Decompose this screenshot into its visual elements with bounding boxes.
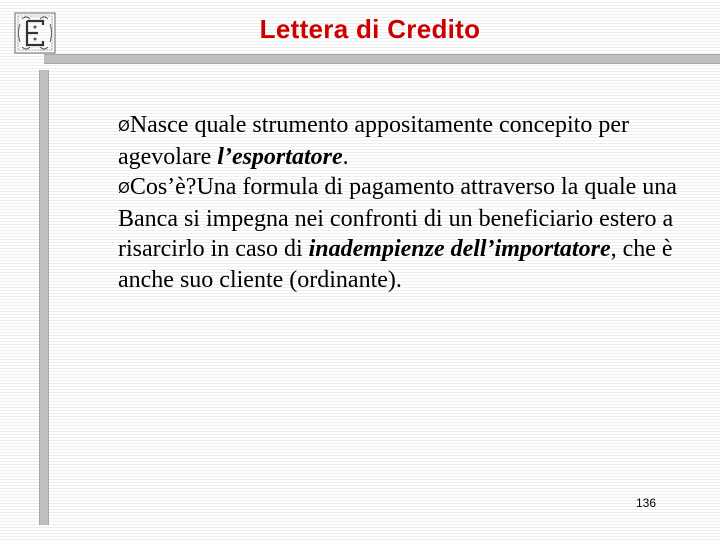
bullet-text: Nasce quale strumento appositamente concepito per agevolare <box>118 112 629 170</box>
emphasis-text: l’esportatore <box>217 143 343 170</box>
bullet-text: Cos’è?Una formula di pagamento attraverso la quale una Banca si impegna nei confronti di un beneficiario estero a risarcirlo in caso di <box>118 174 677 262</box>
arrow-bullet-icon: Ø <box>118 117 130 135</box>
emphasis-text: inadempienze dell’importatore <box>308 236 611 262</box>
slide-title: Lettera di Credito <box>259 14 481 44</box>
bullet-text: , che è anche suo cliente (ordinante). <box>118 236 673 293</box>
horizontal-divider <box>44 54 720 64</box>
arrow-bullet-icon: Ø <box>118 179 130 197</box>
bullet-item <box>118 172 678 295</box>
slide-body <box>118 110 678 295</box>
vertical-divider <box>39 70 49 525</box>
bullet-item <box>118 110 678 172</box>
bullet-text: . <box>342 143 349 170</box>
page-number: 136 <box>636 496 657 510</box>
